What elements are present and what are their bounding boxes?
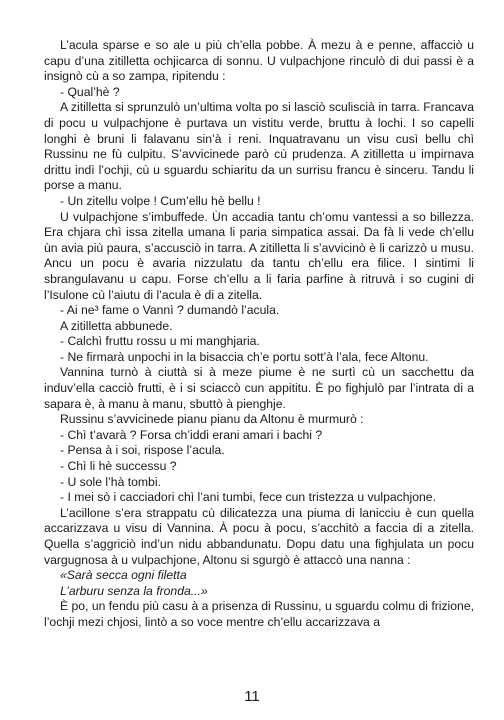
dialog-line: - Un zitellu volpe ! Cum’ellu hè bellu ! — [60, 193, 261, 208]
dialog-line: - U sole l’hà tombi. — [60, 474, 161, 489]
dialog-line: - Pensa à i soi, rispose l’acula. — [60, 443, 225, 458]
dialog-line: A zitilletta abbunede. — [60, 318, 173, 333]
dialog-line: - Ai ne³ fame o Vannì ? dumandò l’acula. — [60, 303, 280, 318]
page-number: 11 — [244, 688, 260, 705]
paragraph: A zitilletta si sprunzulò un’ultima volta po si lasciò sculiscià in tarra. Francava di pocu u vulpachjone è purtava un vistitu verde, bruttu à lochi. I so capelli longhi è bruni li falavanu sin’à i reni. Inquatravanu un visu cusì bellu chì Russinu ne fù culpitu. S’avvicinede parò cù prudenza. A zitilletta u impirnava drittu indì l’ochji, cù u sguardu schiaritu da un surrisu francu è sinceru. Tandu li porse a manu. — [44, 100, 474, 193]
dialog-line: - Chì li hè successu ? — [60, 459, 177, 474]
dialog-line: - Calchì fruttu rossu u mi manghjaria. — [60, 334, 260, 349]
paragraph: È po, un fendu più casu à a prisenza di Russinu, u sguardu colmu di frizione, l’ochji mezi chjosi, lintò a so voce mentre ch’ellu accarizzava a — [44, 599, 474, 629]
dialog-line: - Qual’hè ? — [60, 84, 120, 99]
paragraph: U vulpachjone s’imbuffede. Ùn accadia tantu ch’omu vantessi a so billezza. Era chjara chì issa zitella umana li paria simpatica assai. Da fà li vede ch’ellu ùn avia più paura, s’accusciò in tarra. A zitilletta li s’avvicinò è li carizzò u musu. Ancu un pocu è avaria nizzulatu da tantu ch’ellu era filice. I sintimi li sbrangulavanu u capu. Forse ch’ellu a li faria parfine à ritruvà i so cugini di l’Isulone cù l’aiutu di l’acula è di a zitella. — [44, 209, 474, 302]
dialog-line: - I mei sò i cacciadori chì l’ani tumbi, fece cun tristezza u vulpachjone. — [60, 490, 436, 505]
verse-line: «Sarà secca ogni filetta — [60, 568, 187, 583]
page-text — [44, 38, 474, 631]
paragraph: Vannina turnò à ciuttà si à meze piume è ne surtì cù un sacchettu da induv’ella cacciò frutti, è i si sciaccò cun appititu. È po fighjulò par l’intrata di a sapara è, à manu à manu, sbuttò à pienghje. — [44, 365, 474, 411]
dialog-line: - Chì t’avarà ? Forsa ch’iddi erani amari i bachi ? — [60, 427, 323, 442]
dialog-line: Russinu s’avvicinede pianu pianu da Altonu è murmurò : — [60, 412, 364, 427]
paragraph: L’acillone s’era strappatu cù dilicatezza una piuma di lanicciu è cun quella accarizzava u visu di Vannina. À pocu à pocu, s’acchitò a faccia di a zitella. Quella s’aggriciò ind’un nidu abbandunatu. Dopu datu una fighjulata un pocu vargugnosa à u vulpachjone, Altonu si sgurgò è attaccò una nanna : — [44, 505, 474, 567]
verse-line: L’arburu senza la fronda...» — [60, 583, 208, 598]
dialog-line: - Ne firmarà unpochi in la bisaccia ch’e portu sott’à l’ala, fece Altonu. — [60, 349, 429, 364]
paragraph: L’acula sparse e so ale u più ch’ella pobbe. À mezu à e penne, affacciò u capu d’una zitilletta ochjicarca di sonnu. U vulpachjone rinculò di dui passi è a insignò cù a so zampa, ripitendu : — [44, 38, 474, 84]
